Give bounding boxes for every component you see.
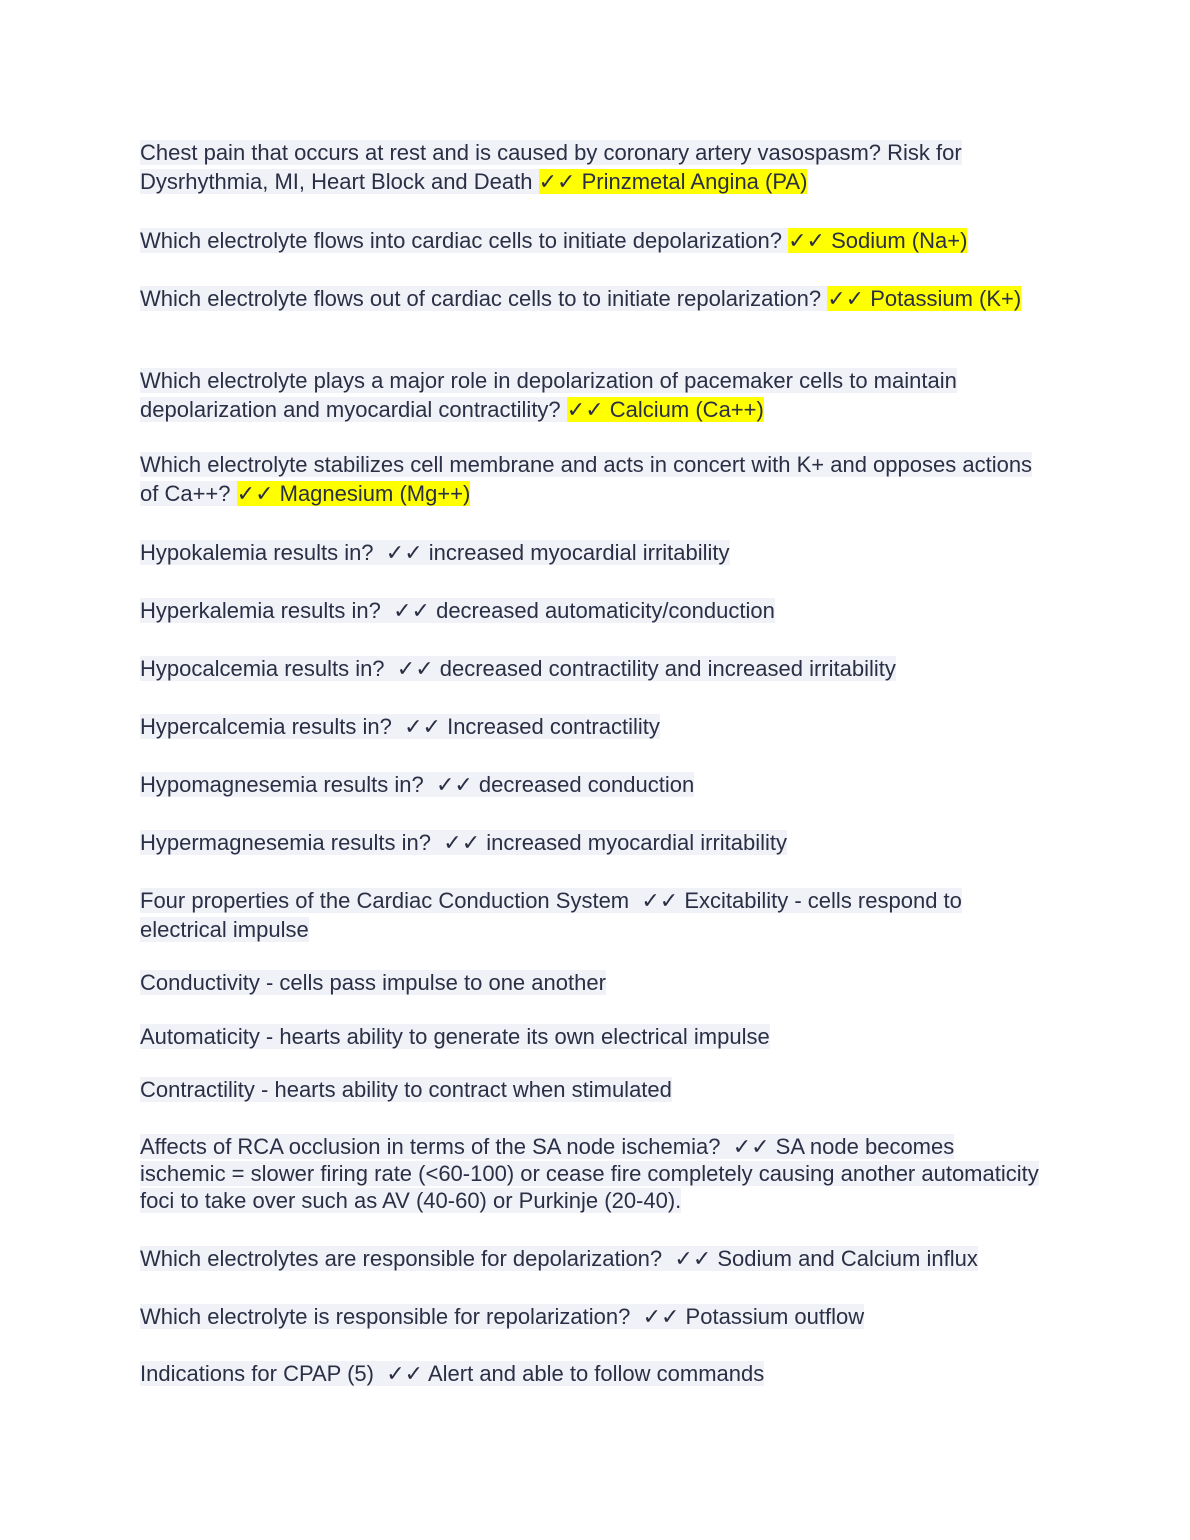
question-text: Hypermagnesemia results in? (140, 830, 432, 855)
qa-item (140, 138, 1040, 196)
qa-item (140, 654, 1040, 683)
qa-item (140, 1302, 1040, 1331)
answer-text: ✓✓ Excitability - cells respond to electrical impulse (140, 888, 962, 942)
question-text: Affects of RCA occlusion in terms of the SA node ischemia? (140, 1134, 721, 1159)
question-text: Which electrolyte plays a major role in depolarization of pacemaker cells to maintain depolarization and myocardial contractility? (140, 368, 957, 422)
question-text: Which electrolyte flows into cardiac cells to initiate depolarization? (140, 228, 782, 253)
question-text: Which electrolyte flows out of cardiac cells to to initiate repolarization? (140, 286, 822, 311)
answer-text: Contractility - hearts ability to contract when stimulated (140, 1077, 672, 1102)
highlighted-answer: ✓✓ Magnesium (Mg++) (236, 481, 471, 506)
answer-text: ✓✓ decreased conduction (435, 772, 695, 797)
qa-item (140, 226, 1040, 255)
qa-item (140, 450, 1040, 508)
question-text: Which electrolyte stabilizes cell membrane and acts in concert with K+ and opposes actions of Ca++? (140, 452, 1033, 506)
highlighted-answer: ✓✓ Calcium (Ca++) (566, 397, 764, 422)
answer-continuation (140, 1075, 1040, 1104)
answer-text: ✓✓ Alert and able to follow commands (386, 1361, 765, 1386)
qa-item (140, 828, 1040, 857)
answer-text: ✓✓ decreased automaticity/conduction (393, 598, 775, 623)
qa-item (140, 596, 1040, 625)
question-text: Hypercalcemia results in? (140, 714, 392, 739)
qa-item (140, 1244, 1040, 1273)
highlighted-answer: ✓✓ Prinzmetal Angina (PA) (538, 169, 808, 194)
question-text: Four properties of the Cardiac Conduction System (140, 888, 630, 913)
highlighted-answer: ✓✓ Potassium (K+) (827, 286, 1022, 311)
question-text: Hyperkalemia results in? (140, 598, 381, 623)
answer-text: ✓✓ Sodium and Calcium influx (674, 1246, 978, 1271)
qa-item (140, 712, 1040, 741)
question-text: Hypocalcemia results in? (140, 656, 385, 681)
answer-continuation (140, 968, 1040, 997)
question-text: Indications for CPAP (5) (140, 1361, 374, 1386)
question-text: Which electrolytes are responsible for depolarization? (140, 1246, 663, 1271)
qa-item (140, 770, 1040, 799)
answer-text: Conductivity - cells pass impulse to one another (140, 970, 606, 995)
answer-text: ✓✓ increased myocardial irritability (443, 830, 788, 855)
highlighted-answer: ✓✓ Sodium (Na+) (788, 228, 968, 253)
answer-text: Automaticity - hearts ability to generate its own electrical impulse (140, 1024, 770, 1049)
qa-item (140, 1133, 1040, 1214)
question-text: Hypokalemia results in? (140, 540, 374, 565)
answer-text: ✓✓ Potassium outflow (642, 1304, 865, 1329)
question-text: Chest pain that occurs at rest and is caused by coronary artery vasospasm? Risk for Dysrhythmia, MI, Heart Block and Death (140, 140, 962, 194)
qa-item (140, 1359, 1040, 1388)
qa-item (140, 284, 1040, 313)
qa-item (140, 886, 1040, 944)
question-text: Which electrolyte is responsible for repolarization? (140, 1304, 631, 1329)
answer-text: ✓✓ SA node becomes ischemic = slower firing rate (<60-100) or cease fire completely causing another automaticity foci to take over such as AV (40-60) or Purkinje (20-40). (140, 1134, 1039, 1213)
answer-continuation (140, 1022, 1040, 1051)
question-text: Hypomagnesemia results in? (140, 772, 424, 797)
qa-item (140, 538, 1040, 567)
answer-text: ✓✓ decreased contractility and increased irritability (396, 656, 896, 681)
answer-text: ✓✓ increased myocardial irritability (385, 540, 730, 565)
answer-text: ✓✓ Increased contractility (404, 714, 660, 739)
qa-item (140, 366, 1040, 424)
